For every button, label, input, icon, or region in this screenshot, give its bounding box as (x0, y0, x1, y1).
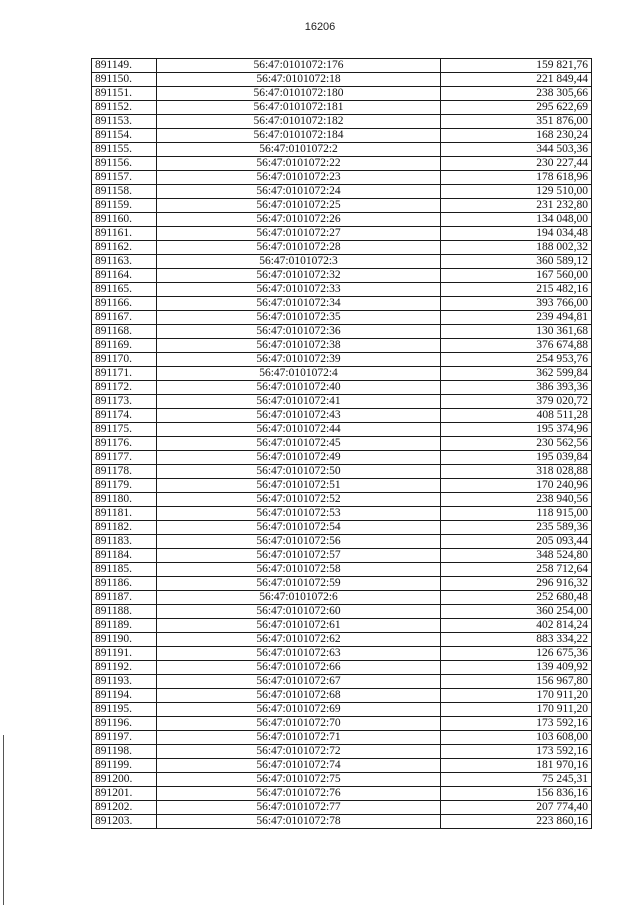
scan-edge-line (3, 735, 4, 905)
cadastral-value-cell: 231 232,80 (441, 199, 592, 213)
cadastral-value-cell: 238 940,56 (441, 493, 592, 507)
row-number-cell: 891149. (92, 59, 157, 73)
row-number-cell: 891161. (92, 227, 157, 241)
cadastral-number-cell: 56:47:0101072:35 (157, 311, 441, 325)
row-number-cell: 891154. (92, 129, 157, 143)
table-row (92, 171, 592, 185)
cadastral-number-cell: 56:47:0101072:77 (157, 801, 441, 815)
table-row (92, 787, 592, 801)
row-number-cell: 891171. (92, 367, 157, 381)
table-row (92, 815, 592, 829)
row-number-cell: 891190. (92, 633, 157, 647)
table-row (92, 101, 592, 115)
cadastral-number-cell: 56:47:0101072:78 (157, 815, 441, 829)
cadastral-number-cell: 56:47:0101072:28 (157, 241, 441, 255)
table-row (92, 745, 592, 759)
table-row (92, 717, 592, 731)
row-number-cell: 891176. (92, 437, 157, 451)
cadastral-number-cell: 56:47:0101072:57 (157, 549, 441, 563)
table-row (92, 87, 592, 101)
table-row (92, 353, 592, 367)
table-body (92, 59, 592, 829)
cadastral-number-cell: 56:47:0101072:39 (157, 353, 441, 367)
row-number-cell: 891172. (92, 381, 157, 395)
table-row (92, 73, 592, 87)
cadastral-value-cell: 118 915,00 (441, 507, 592, 521)
cadastral-value-cell: 318 028,88 (441, 465, 592, 479)
cadastral-value-cell: 156 836,16 (441, 787, 592, 801)
row-number-cell: 891168. (92, 325, 157, 339)
cadastral-value-cell: 75 245,31 (441, 773, 592, 787)
cadastral-value-cell: 195 039,84 (441, 451, 592, 465)
cadastral-number-cell: 56:47:0101072:49 (157, 451, 441, 465)
cadastral-value-cell: 194 034,48 (441, 227, 592, 241)
cadastral-number-cell: 56:47:0101072:43 (157, 409, 441, 423)
cadastral-value-cell: 344 503,36 (441, 143, 592, 157)
cadastral-number-cell: 56:47:0101072:59 (157, 577, 441, 591)
row-number-cell: 891169. (92, 339, 157, 353)
cadastral-number-cell: 56:47:0101072:40 (157, 381, 441, 395)
table-row (92, 507, 592, 521)
table-row (92, 633, 592, 647)
cadastral-number-cell: 56:47:0101072:38 (157, 339, 441, 353)
cadastral-number-cell: 56:47:0101072:33 (157, 283, 441, 297)
cadastral-number-cell: 56:47:0101072:62 (157, 633, 441, 647)
row-number-cell: 891184. (92, 549, 157, 563)
cadastral-number-cell: 56:47:0101072:180 (157, 87, 441, 101)
cadastral-value-cell: 103 608,00 (441, 731, 592, 745)
row-number-cell: 891156. (92, 157, 157, 171)
row-number-cell: 891179. (92, 479, 157, 493)
cadastral-value-cell: 195 374,96 (441, 423, 592, 437)
cadastral-number-cell: 56:47:0101072:22 (157, 157, 441, 171)
row-number-cell: 891160. (92, 213, 157, 227)
table-row (92, 451, 592, 465)
cadastral-number-cell: 56:47:0101072:18 (157, 73, 441, 87)
cadastral-number-cell: 56:47:0101072:74 (157, 759, 441, 773)
cadastral-value-cell: 223 860,16 (441, 815, 592, 829)
table-row (92, 227, 592, 241)
row-number-cell: 891174. (92, 409, 157, 423)
cadastral-value-cell: 254 953,76 (441, 353, 592, 367)
cadastral-value-cell: 230 562,56 (441, 437, 592, 451)
table-row (92, 339, 592, 353)
cadastral-number-cell: 56:47:0101072:45 (157, 437, 441, 451)
cadastral-number-cell: 56:47:0101072:68 (157, 689, 441, 703)
cadastral-value-cell: 170 911,20 (441, 703, 592, 717)
row-number-cell: 891200. (92, 773, 157, 787)
table-row (92, 563, 592, 577)
row-number-cell: 891178. (92, 465, 157, 479)
cadastral-number-cell: 56:47:0101072:70 (157, 717, 441, 731)
row-number-cell: 891198. (92, 745, 157, 759)
cadastral-number-cell: 56:47:0101072:4 (157, 367, 441, 381)
row-number-cell: 891203. (92, 815, 157, 829)
row-number-cell: 891180. (92, 493, 157, 507)
table-row (92, 591, 592, 605)
cadastral-value-cell: 215 482,16 (441, 283, 592, 297)
table-row (92, 213, 592, 227)
table-row (92, 269, 592, 283)
table-row (92, 115, 592, 129)
cadastral-value-cell: 296 916,32 (441, 577, 592, 591)
cadastral-value-cell: 360 254,00 (441, 605, 592, 619)
cadastral-number-cell: 56:47:0101072:52 (157, 493, 441, 507)
cadastral-value-cell: 295 622,69 (441, 101, 592, 115)
cadastral-value-cell: 173 592,16 (441, 717, 592, 731)
row-number-cell: 891196. (92, 717, 157, 731)
table-row (92, 59, 592, 73)
table-row (92, 759, 592, 773)
row-number-cell: 891164. (92, 269, 157, 283)
cadastral-number-cell: 56:47:0101072:27 (157, 227, 441, 241)
table-row (92, 773, 592, 787)
table-row (92, 535, 592, 549)
row-number-cell: 891191. (92, 647, 157, 661)
cadastral-value-cell: 170 240,96 (441, 479, 592, 493)
row-number-cell: 891197. (92, 731, 157, 745)
table-row (92, 423, 592, 437)
row-number-cell: 891181. (92, 507, 157, 521)
row-number-cell: 891183. (92, 535, 157, 549)
cadastral-number-cell: 56:47:0101072:50 (157, 465, 441, 479)
cadastral-value-cell: 258 712,64 (441, 563, 592, 577)
row-number-cell: 891201. (92, 787, 157, 801)
table-row (92, 521, 592, 535)
cadastral-value-cell: 360 589,12 (441, 255, 592, 269)
cadastral-number-cell: 56:47:0101072:67 (157, 675, 441, 689)
table-row (92, 661, 592, 675)
row-number-cell: 891165. (92, 283, 157, 297)
cadastral-number-cell: 56:47:0101072:75 (157, 773, 441, 787)
cadastral-number-cell: 56:47:0101072:41 (157, 395, 441, 409)
row-number-cell: 891185. (92, 563, 157, 577)
table-row (92, 689, 592, 703)
cadastral-value-cell: 159 821,76 (441, 59, 592, 73)
row-number-cell: 891163. (92, 255, 157, 269)
row-number-cell: 891159. (92, 199, 157, 213)
cadastral-number-cell: 56:47:0101072:76 (157, 787, 441, 801)
cadastral-value-cell: 134 048,00 (441, 213, 592, 227)
row-number-cell: 891186. (92, 577, 157, 591)
row-number-cell: 891199. (92, 759, 157, 773)
cadastral-value-table (91, 58, 592, 829)
cadastral-number-cell: 56:47:0101072:34 (157, 297, 441, 311)
cadastral-value-cell: 178 618,96 (441, 171, 592, 185)
row-number-cell: 891187. (92, 591, 157, 605)
row-number-cell: 891158. (92, 185, 157, 199)
table-row (92, 185, 592, 199)
cadastral-value-cell: 379 020,72 (441, 395, 592, 409)
cadastral-value-cell: 170 911,20 (441, 689, 592, 703)
cadastral-value-cell: 156 967,80 (441, 675, 592, 689)
cadastral-number-cell: 56:47:0101072:71 (157, 731, 441, 745)
cadastral-number-cell: 56:47:0101072:176 (157, 59, 441, 73)
cadastral-number-cell: 56:47:0101072:32 (157, 269, 441, 283)
cadastral-value-cell: 173 592,16 (441, 745, 592, 759)
table-row (92, 605, 592, 619)
row-number-cell: 891192. (92, 661, 157, 675)
table-row (92, 703, 592, 717)
cadastral-number-cell: 56:47:0101072:58 (157, 563, 441, 577)
row-number-cell: 891153. (92, 115, 157, 129)
cadastral-value-cell: 130 361,68 (441, 325, 592, 339)
row-number-cell: 891155. (92, 143, 157, 157)
row-number-cell: 891193. (92, 675, 157, 689)
cadastral-value-cell: 393 766,00 (441, 297, 592, 311)
cadastral-number-cell: 56:47:0101072:24 (157, 185, 441, 199)
cadastral-value-cell: 386 393,36 (441, 381, 592, 395)
cadastral-value-cell: 883 334,22 (441, 633, 592, 647)
cadastral-number-cell: 56:47:0101072:184 (157, 129, 441, 143)
row-number-cell: 891177. (92, 451, 157, 465)
table-row (92, 479, 592, 493)
cadastral-number-cell: 56:47:0101072:53 (157, 507, 441, 521)
cadastral-value-cell: 252 680,48 (441, 591, 592, 605)
row-number-cell: 891157. (92, 171, 157, 185)
table-row (92, 395, 592, 409)
row-number-cell: 891188. (92, 605, 157, 619)
cadastral-number-cell: 56:47:0101072:181 (157, 101, 441, 115)
cadastral-number-cell: 56:47:0101072:51 (157, 479, 441, 493)
row-number-cell: 891175. (92, 423, 157, 437)
page-number: 16206 (304, 21, 336, 33)
cadastral-value-cell: 402 814,24 (441, 619, 592, 633)
cadastral-number-cell: 56:47:0101072:3 (157, 255, 441, 269)
cadastral-number-cell: 56:47:0101072:26 (157, 213, 441, 227)
cadastral-number-cell: 56:47:0101072:2 (157, 143, 441, 157)
table-row (92, 675, 592, 689)
row-number-cell: 891162. (92, 241, 157, 255)
cadastral-number-cell: 56:47:0101072:60 (157, 605, 441, 619)
table-row (92, 731, 592, 745)
row-number-cell: 891170. (92, 353, 157, 367)
cadastral-value-cell: 348 524,80 (441, 549, 592, 563)
table-row (92, 129, 592, 143)
table-row (92, 241, 592, 255)
cadastral-value-cell: 129 510,00 (441, 185, 592, 199)
table-row (92, 577, 592, 591)
cadastral-value-cell: 235 589,36 (441, 521, 592, 535)
cadastral-value-cell: 351 876,00 (441, 115, 592, 129)
row-number-cell: 891152. (92, 101, 157, 115)
cadastral-value-cell: 168 230,24 (441, 129, 592, 143)
table-row (92, 647, 592, 661)
table-row (92, 619, 592, 633)
table-row (92, 437, 592, 451)
row-number-cell: 891202. (92, 801, 157, 815)
table-row (92, 493, 592, 507)
cadastral-number-cell: 56:47:0101072:56 (157, 535, 441, 549)
cadastral-value-cell: 207 774,40 (441, 801, 592, 815)
cadastral-number-cell: 56:47:0101072:61 (157, 619, 441, 633)
cadastral-number-cell: 56:47:0101072:54 (157, 521, 441, 535)
row-number-cell: 891166. (92, 297, 157, 311)
table-row (92, 549, 592, 563)
cadastral-value-cell: 181 970,16 (441, 759, 592, 773)
row-number-cell: 891182. (92, 521, 157, 535)
table-row (92, 143, 592, 157)
row-number-cell: 891195. (92, 703, 157, 717)
table-row (92, 465, 592, 479)
cadastral-number-cell: 56:47:0101072:23 (157, 171, 441, 185)
table-row (92, 283, 592, 297)
table-row (92, 801, 592, 815)
row-number-cell: 891167. (92, 311, 157, 325)
cadastral-number-cell: 56:47:0101072:63 (157, 647, 441, 661)
cadastral-value-cell: 230 227,44 (441, 157, 592, 171)
table-row (92, 255, 592, 269)
cadastral-number-cell: 56:47:0101072:44 (157, 423, 441, 437)
cadastral-number-cell: 56:47:0101072:6 (157, 591, 441, 605)
cadastral-value-cell: 239 494,81 (441, 311, 592, 325)
table-row (92, 297, 592, 311)
cadastral-number-cell: 56:47:0101072:66 (157, 661, 441, 675)
cadastral-number-cell: 56:47:0101072:25 (157, 199, 441, 213)
cadastral-value-cell: 238 305,66 (441, 87, 592, 101)
cadastral-value-cell: 362 599,84 (441, 367, 592, 381)
cadastral-value-cell: 139 409,92 (441, 661, 592, 675)
row-number-cell: 891150. (92, 73, 157, 87)
cadastral-value-cell: 126 675,36 (441, 647, 592, 661)
row-number-cell: 891194. (92, 689, 157, 703)
row-number-cell: 891173. (92, 395, 157, 409)
table-row (92, 325, 592, 339)
table-row (92, 199, 592, 213)
cadastral-value-cell: 167 560,00 (441, 269, 592, 283)
table-row (92, 311, 592, 325)
table-row (92, 157, 592, 171)
cadastral-number-cell: 56:47:0101072:36 (157, 325, 441, 339)
row-number-cell: 891189. (92, 619, 157, 633)
cadastral-value-cell: 205 093,44 (441, 535, 592, 549)
cadastral-value-cell: 188 002,32 (441, 241, 592, 255)
cadastral-value-cell: 408 511,28 (441, 409, 592, 423)
table-row (92, 367, 592, 381)
cadastral-value-cell: 221 849,44 (441, 73, 592, 87)
cadastral-number-cell: 56:47:0101072:182 (157, 115, 441, 129)
cadastral-number-cell: 56:47:0101072:69 (157, 703, 441, 717)
table-row (92, 381, 592, 395)
cadastral-number-cell: 56:47:0101072:72 (157, 745, 441, 759)
cadastral-value-cell: 376 674,88 (441, 339, 592, 353)
row-number-cell: 891151. (92, 87, 157, 101)
table-row (92, 409, 592, 423)
